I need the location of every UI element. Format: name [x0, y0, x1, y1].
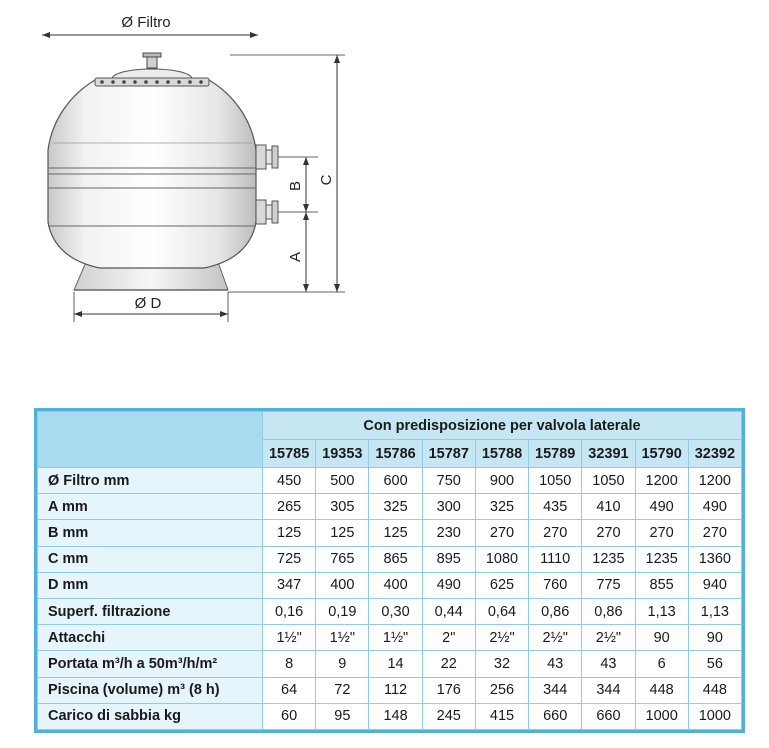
table-cell: 8: [263, 651, 316, 677]
table-cell: 256: [475, 677, 528, 703]
table-cell: 435: [529, 494, 582, 520]
dimension-c-label: C: [318, 174, 335, 186]
table-cell: 490: [635, 494, 688, 520]
table-cell: 125: [263, 520, 316, 546]
table-cell: 0,64: [475, 598, 528, 624]
table-cell: 895: [422, 546, 475, 572]
model-code: 15787: [422, 440, 475, 468]
model-code: 15788: [475, 440, 528, 468]
table-cell: 300: [422, 494, 475, 520]
table-cell: 1050: [582, 468, 635, 494]
table-cell: 448: [688, 677, 741, 703]
table-cell: 1½": [316, 625, 369, 651]
table-cell: 90: [635, 625, 688, 651]
table-cell: 148: [369, 703, 422, 729]
table-group-header: Con predisposizione per valvola laterale: [263, 412, 742, 440]
table-row: [38, 468, 742, 494]
table-cell: 400: [316, 572, 369, 598]
table-cell: 270: [582, 520, 635, 546]
table-cell: 1½": [369, 625, 422, 651]
table-row: [38, 572, 742, 598]
table-cell: 72: [316, 677, 369, 703]
table-cell: 0,86: [529, 598, 582, 624]
table-cell: 660: [582, 703, 635, 729]
table-cell: 60: [263, 703, 316, 729]
table-cell: 1080: [475, 546, 528, 572]
table-cell: 43: [582, 651, 635, 677]
table-cell: 1200: [688, 468, 741, 494]
table-row: [38, 520, 742, 546]
table-cell: 1235: [582, 546, 635, 572]
lower-connection: [256, 200, 278, 224]
base-diameter-dimension: [74, 292, 228, 322]
table-row: [38, 703, 742, 729]
table-cell: 410: [582, 494, 635, 520]
table-cell: 305: [316, 494, 369, 520]
table-cell: 900: [475, 468, 528, 494]
table-corner: [38, 412, 263, 468]
table-cell: 64: [263, 677, 316, 703]
dimension-b-label: B: [287, 180, 304, 192]
table-cell: 760: [529, 572, 582, 598]
table-cell: 1360: [688, 546, 741, 572]
row-label: C mm: [38, 546, 263, 572]
dimension-a-label: A: [287, 251, 304, 263]
table-cell: 1050: [529, 468, 582, 494]
dimension-b: [287, 157, 309, 212]
table-row: [38, 494, 742, 520]
table-cell: 347: [263, 572, 316, 598]
row-label: Ø Filtro mm: [38, 468, 263, 494]
row-label: A mm: [38, 494, 263, 520]
model-code: 32391: [582, 440, 635, 468]
table-row: [38, 598, 742, 624]
table-cell: 270: [635, 520, 688, 546]
table-cell: 0,86: [582, 598, 635, 624]
row-label: B mm: [38, 520, 263, 546]
table-cell: 400: [369, 572, 422, 598]
table-cell: 1110: [529, 546, 582, 572]
table-cell: 270: [529, 520, 582, 546]
model-code: 15790: [635, 440, 688, 468]
table-cell: 0,44: [422, 598, 475, 624]
model-code: 32392: [688, 440, 741, 468]
table-cell: 450: [263, 468, 316, 494]
table-cell: 56: [688, 651, 741, 677]
table-cell: 2": [422, 625, 475, 651]
table-cell: 490: [688, 494, 741, 520]
table-cell: 865: [369, 546, 422, 572]
dimension-a: [287, 212, 309, 292]
spec-table: [34, 408, 745, 733]
table-cell: 22: [422, 651, 475, 677]
row-label: Superf. filtrazione: [38, 598, 263, 624]
row-label: Portata m³/h a 50m³/h/m²: [38, 651, 263, 677]
table-cell: 125: [369, 520, 422, 546]
table-cell: 940: [688, 572, 741, 598]
table-cell: 1000: [688, 703, 741, 729]
table-cell: 448: [635, 677, 688, 703]
table-cell: 0,30: [369, 598, 422, 624]
table-cell: 600: [369, 468, 422, 494]
base-diameter-label: Ø D: [134, 295, 162, 312]
table-cell: 230: [422, 520, 475, 546]
table-cell: 325: [369, 494, 422, 520]
table-row: [38, 546, 742, 572]
table-cell: 325: [475, 494, 528, 520]
row-label: D mm: [38, 572, 263, 598]
table-cell: 32: [475, 651, 528, 677]
tank-lid: [112, 69, 192, 78]
table-cell: 660: [529, 703, 582, 729]
table-row: [38, 625, 742, 651]
table-cell: 490: [422, 572, 475, 598]
table-cell: 855: [635, 572, 688, 598]
table-cell: 270: [688, 520, 741, 546]
table-cell: 2½": [529, 625, 582, 651]
table-cell: 2½": [475, 625, 528, 651]
table-cell: 1½": [263, 625, 316, 651]
table-cell: 2½": [582, 625, 635, 651]
filter-diameter-dimension: [42, 14, 258, 38]
table-cell: 1200: [635, 468, 688, 494]
table-cell: 415: [475, 703, 528, 729]
row-label: Attacchi: [38, 625, 263, 651]
table-cell: 245: [422, 703, 475, 729]
table-cell: 344: [582, 677, 635, 703]
table-cell: 9: [316, 651, 369, 677]
model-code: 19353: [316, 440, 369, 468]
table-cell: 265: [263, 494, 316, 520]
row-label: Piscina (volume) m³ (8 h): [38, 677, 263, 703]
table-cell: 6: [635, 651, 688, 677]
table-cell: 90: [688, 625, 741, 651]
table-cell: 1,13: [688, 598, 741, 624]
model-code: 15789: [529, 440, 582, 468]
table-cell: 0,19: [316, 598, 369, 624]
table-cell: 43: [529, 651, 582, 677]
table-cell: 95: [316, 703, 369, 729]
table-cell: 125: [316, 520, 369, 546]
row-label: Carico di sabbia kg: [38, 703, 263, 729]
lid-valve: [147, 56, 157, 68]
table-cell: 1235: [635, 546, 688, 572]
table-cell: 270: [475, 520, 528, 546]
table-cell: 750: [422, 468, 475, 494]
table-cell: 0,16: [263, 598, 316, 624]
model-code: 15785: [263, 440, 316, 468]
table-cell: 14: [369, 651, 422, 677]
table-cell: 176: [422, 677, 475, 703]
table-cell: 1,13: [635, 598, 688, 624]
table-cell: 775: [582, 572, 635, 598]
table-row: [38, 677, 742, 703]
table-cell: 112: [369, 677, 422, 703]
table-cell: 1000: [635, 703, 688, 729]
table-cell: 344: [529, 677, 582, 703]
table-cell: 625: [475, 572, 528, 598]
table-row: [38, 651, 742, 677]
dimension-c: [318, 55, 340, 292]
table-cell: 500: [316, 468, 369, 494]
filter-diameter-label: Ø Filtro: [121, 14, 171, 31]
table-cell: 725: [263, 546, 316, 572]
model-code: 15786: [369, 440, 422, 468]
table-cell: 765: [316, 546, 369, 572]
upper-connection: [256, 145, 278, 169]
